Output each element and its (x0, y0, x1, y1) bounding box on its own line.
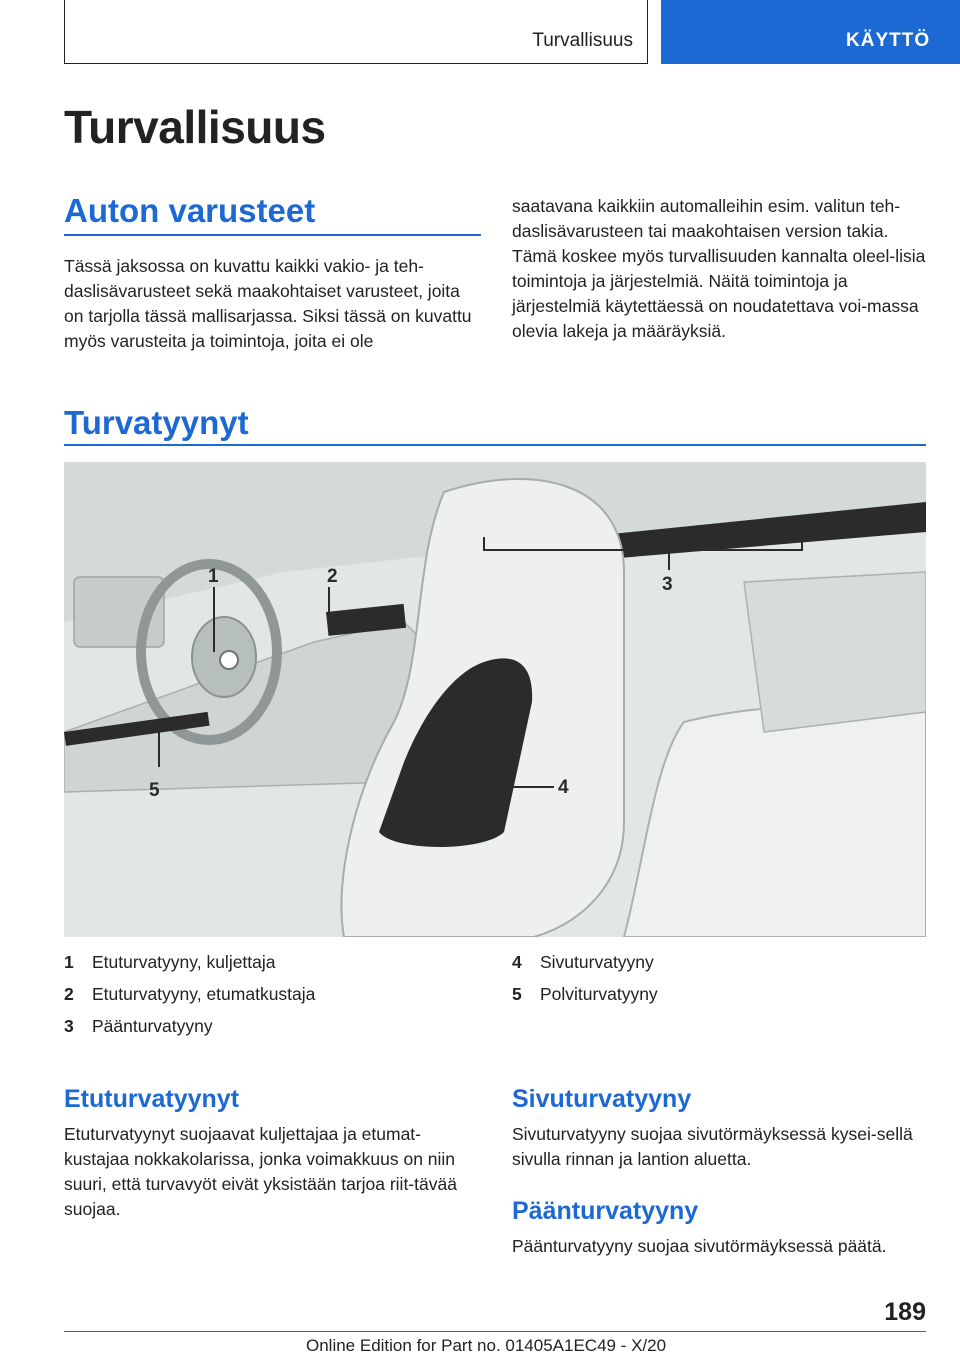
equipment-heading-rule (64, 234, 481, 236)
airbags-heading: Turvatyynyt (64, 404, 249, 441)
callout-1-label: 1 (208, 566, 219, 587)
side-airbag-text: Sivuturvatyyny suojaa sivutörmäyksessä kysei-sellä sivulla rinnan ja lantion aluetta. (512, 1124, 913, 1169)
airbag-legend-left (64, 950, 315, 1046)
side-airbag-heading: Sivuturvatyyny (512, 1085, 692, 1113)
legend-item-label: Etuturvatyyny, etumatkustaja (92, 984, 316, 1004)
header-chapter-tab[interactable]: KÄYTTÖ (661, 0, 960, 64)
legend-item-label: Polviturvatyyny (540, 984, 658, 1004)
equipment-heading: Auton varusteet (64, 192, 316, 229)
page-number: 189 (884, 1298, 926, 1326)
legend-item-number: 3 (64, 1016, 74, 1036)
airbags-heading-rule (64, 444, 926, 446)
callout-5-label: 5 (149, 780, 160, 801)
callout-3-label: 3 (662, 574, 673, 595)
logo-badge (220, 651, 238, 669)
equipment-paragraph-right: saatavana kaikkiin automalleihin esim. valitun teh-daslisävarusteen tai maakohtaisen version takia. Tämä koskee myös turvallisuuden kannalta oleel-lisia toimintoja ja järjestelmiä. Näitä toimintoja ja järjestelmiä käytettäessä on noudatettava voi-massa olevia lakeja ja määräyksiä. (512, 196, 926, 341)
callout-2-label: 2 (327, 566, 338, 587)
head-airbag-text: Päänturvatyyny suojaa sivutörmäyksessä päätä. (512, 1236, 887, 1256)
legend-item (64, 950, 315, 982)
legend-item-number: 2 (64, 984, 74, 1004)
airbag-legend-right (512, 950, 658, 1014)
legend-item-number: 5 (512, 984, 522, 1004)
legend-item-number: 4 (512, 952, 522, 972)
head-airbag-heading: Päänturvatyyny (512, 1197, 699, 1225)
header-section-box (64, 0, 648, 64)
airbag-illustration (64, 462, 926, 937)
footer-rule (64, 1331, 926, 1332)
legend-item-label: Etuturvatyyny, kuljettaja (92, 952, 276, 972)
legend-item-label: Päänturvatyyny (92, 1016, 213, 1036)
page-title: Turvallisuus (64, 101, 326, 153)
equipment-paragraph-left: Tässä jaksossa on kuvattu kaikki vakio- ja teh-daslisävarusteet sekä maakohtaiset varusteet, joita on tarjolla tässä mallisarjassa. Siksi tässä on kuvattu myös varusteita ja toimintoja, joita ei ole (64, 256, 472, 351)
rear-door-shape (744, 572, 926, 732)
header-section-title: Turvallisuus (532, 30, 633, 51)
front-airbags-heading: Etuturvatyynyt (64, 1085, 240, 1113)
legend-item (512, 982, 658, 1014)
callout-4-label: 4 (558, 777, 569, 798)
legend-item (64, 982, 315, 1014)
edition-note: Online Edition for Part no. 01405A1EC49 - X/20 (306, 1336, 667, 1355)
legend-item (64, 1014, 315, 1046)
legend-item-number: 1 (64, 952, 74, 972)
front-airbags-text: Etuturvatyynyt suojaavat kuljettajaa ja etumat-kustajaa nokkakolarissa, jonka voimakkuus on niin suuri, että turvavyöt eivät yksistään tarjoa riit-tävää suojaa. (64, 1124, 457, 1219)
legend-item-label: Sivuturvatyyny (540, 952, 654, 972)
legend-item (512, 950, 658, 982)
